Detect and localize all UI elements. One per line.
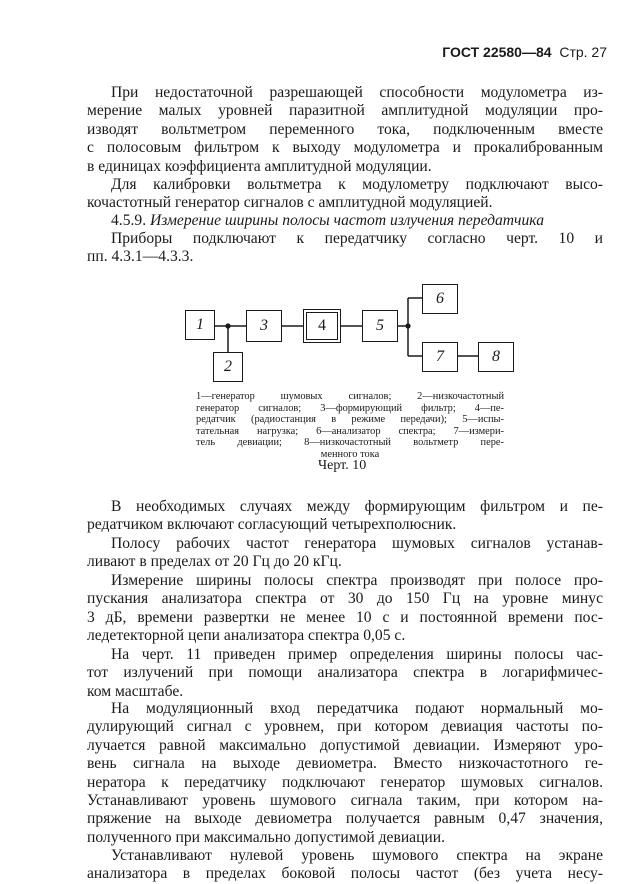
caption-line: менного тока [320, 448, 380, 460]
text-line: 3 дБ, времени развертки не менее 10 с и постоянной времени пос- [87, 608, 603, 626]
text-line: На черт. 11 приведен пример определения ширины полосы час- [111, 646, 603, 663]
paragraph-9 [87, 847, 603, 884]
text-line: ком масштабе. [87, 682, 184, 700]
page-header [442, 44, 607, 60]
text-line: изводят вольтметром переменного тока, подключенным вместе [87, 120, 603, 138]
text-line: Устанавливают нулевой уровень шумового спектра на экране [111, 847, 603, 864]
caption-line: 1—генератор шумовых сигналов; 2—низкочастотный [196, 391, 504, 402]
standard-number: ГОСТ 22580—84 [442, 44, 552, 60]
block-7: 7 [422, 342, 458, 372]
text-line: мерение малых уровней паразитной амплитудной модуляции про- [87, 102, 603, 120]
section-title: Измерение ширины полосы частот излучения передатчика [150, 212, 544, 229]
paragraph-6 [87, 572, 603, 646]
text-line: В необходимых случаях между формирующим фильтром и пе- [111, 498, 603, 515]
text-line: кочастотный генератор сигналов с амплитудной модуляцией. [87, 194, 493, 212]
block-diagram [180, 288, 520, 388]
figure-label: Черт. 10 [318, 458, 367, 473]
paragraph-3 [87, 230, 603, 267]
text-line: пускания анализатора спектра от 30 до 150 Гц на уровне минус [87, 590, 603, 608]
text-line: в единицах коэффициента амплитудной модуляции. [87, 157, 432, 175]
block-3: 3 [246, 310, 282, 342]
text-line: Полосу рабочих частот генератора шумовых сигналов устанав- [111, 535, 603, 552]
block-2: 2 [213, 352, 243, 382]
text-line: тот излучений при помощи анализатора спектра в логарифмичес- [87, 664, 603, 682]
text-line: ледетекторной цепи анализатора спектра 0,05 с. [87, 627, 406, 645]
block-8: 8 [478, 342, 514, 372]
text-line: с полосовым фильтром к выходу модулометра и прокалиброванным [87, 139, 603, 157]
text-line: При недостаточной разрешающей способности модулометра из- [111, 84, 603, 101]
text-line: анализатора в пределах боковой полосы частот (без учета несу- [87, 865, 603, 883]
text-line: лучается равной максимально допустимой девиации. Измеряют уро- [87, 736, 603, 754]
text-line: Для калибровки вольтметра к модулометру подключают высо- [111, 176, 603, 193]
text-line: Приборы подключают к передатчику согласно черт. 10 и [111, 230, 603, 247]
figure-caption [196, 391, 504, 461]
paragraph-5 [87, 535, 603, 572]
text-line: ливают в пределах от 20 Гц до 20 кГц. [87, 553, 342, 571]
paragraph-2 [87, 176, 603, 213]
text-line: полученного при максимально допустимой девиации. [87, 828, 446, 846]
text-line: вень сигнала на выходе девиометра. Вместо низкочастотного ге- [87, 755, 603, 773]
text-line: пряжение на выходе девиометра получается равным 0,47 значения, [87, 810, 603, 828]
block-1: 1 [185, 310, 215, 340]
text-line: Устанавливают уровень шумового сигнала таким, при котором на- [87, 792, 603, 810]
paragraph-4 [87, 498, 603, 535]
caption-line: генератор сигналов; 3—формирующий фильтр; 4—пе- [196, 402, 504, 414]
text-line: На модуляционный вход передатчика подают нормальный мо- [111, 700, 603, 717]
paragraph-8 [87, 700, 603, 847]
text-line: нератора к передатчику подключают генератор шумовых сигналов. [87, 773, 603, 791]
page-number: Стр. 27 [559, 44, 607, 60]
text-line: редатчиком включают согласующий четырехполюсник. [87, 516, 457, 534]
paragraph-7 [87, 646, 603, 701]
section-heading [87, 212, 603, 230]
text-line: Измерение ширины полосы спектра производят при полосе про- [111, 572, 603, 589]
block-6: 6 [422, 284, 458, 314]
block-5: 5 [362, 310, 398, 342]
section-number: 4.5.9. [111, 212, 147, 229]
text-line: дулирующий сигнал с уровнем, при котором девиация частоты по- [87, 718, 603, 736]
text-line: пп. 4.3.1—4.3.3. [87, 248, 194, 266]
caption-line: тательная нагрузка; 6—анализатор спектра; 7—измери- [196, 425, 504, 437]
block-4: 4 [306, 312, 338, 340]
caption-line: редатчик (радиостанция в режиме передачи); 5—испы- [196, 414, 504, 426]
caption-line: тель девиации; 8—низкочастотный вольтметр пере- [196, 437, 504, 449]
paragraph-1 [87, 84, 603, 176]
